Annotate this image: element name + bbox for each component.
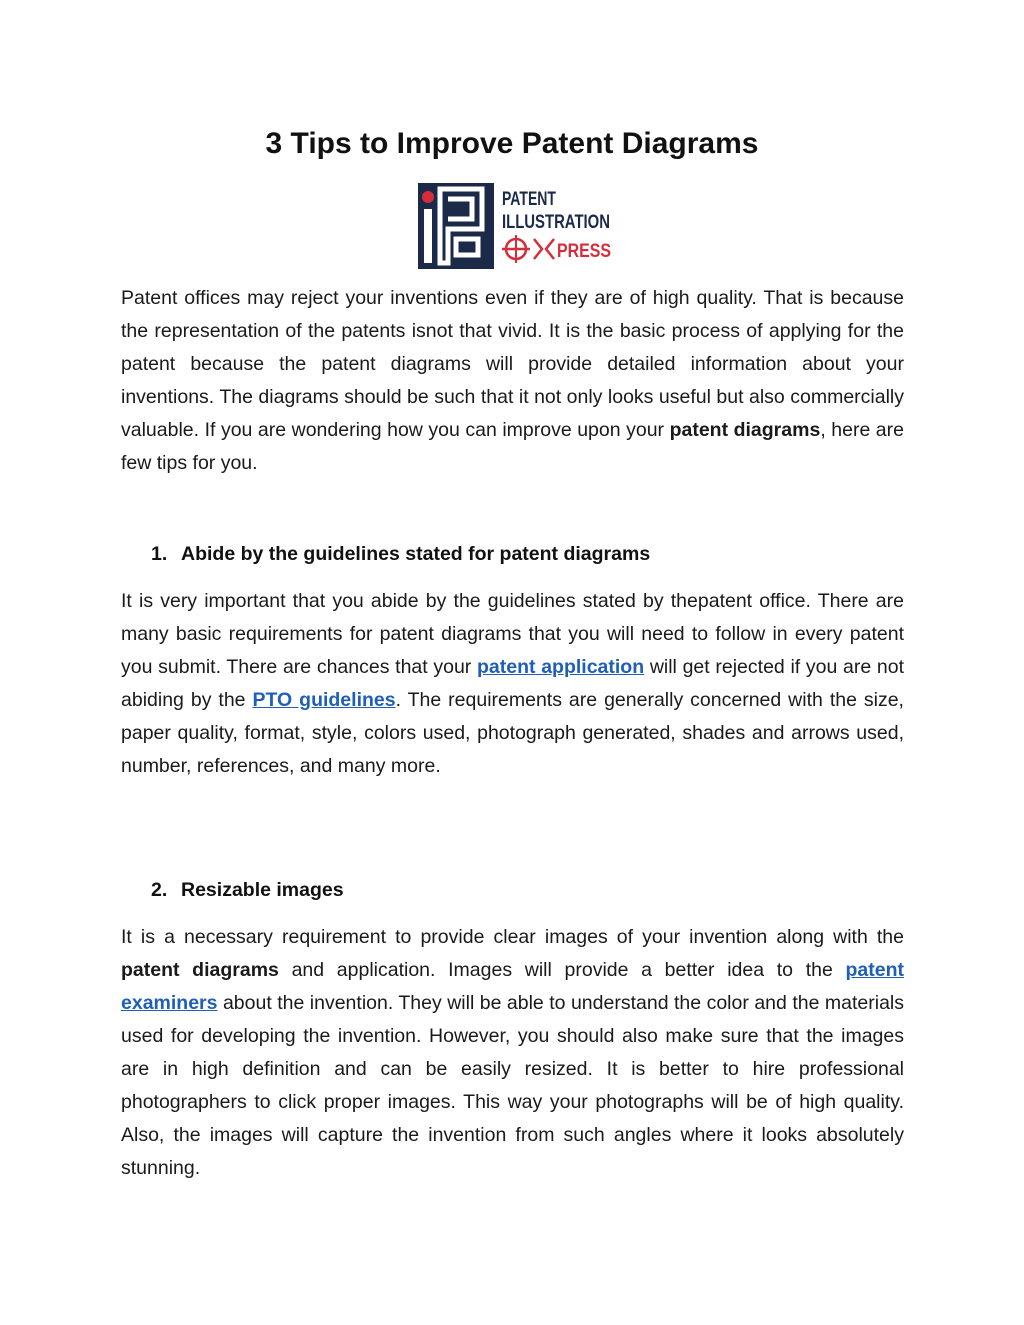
pto-guidelines-link[interactable]: PTO guidelines bbox=[252, 689, 396, 711]
intro-paragraph bbox=[121, 282, 904, 480]
patent-illustration-express-logo bbox=[418, 183, 614, 269]
tip-2-heading-text: Resizable images bbox=[181, 879, 344, 901]
tip-1-heading bbox=[151, 539, 650, 569]
tip-2-bold-patent-diagrams: patent diagrams bbox=[121, 959, 279, 981]
tip-2-number: 2. bbox=[151, 879, 168, 901]
intro-bold-patent-diagrams: patent diagrams bbox=[669, 419, 821, 441]
tip-1-heading-text: Abide by the guidelines stated for patent diagrams bbox=[181, 543, 651, 565]
page-title: 3 Tips to Improve Patent Diagrams bbox=[265, 127, 759, 160]
tip-1-paragraph bbox=[121, 585, 904, 783]
tip-1-text-2: will get rejected if you are not abiding by the bbox=[121, 656, 905, 711]
tip-1-number: 1. bbox=[151, 543, 168, 565]
tip-2-text-3: about the invention. They will be able to understand the color and the materials used for developing the invention. However, you should also make sure that the images are in high definition and can be easily resized. It is better to hire professional photographers to click proper images. This way your photographs will be of high quality. Also, the images will capture the invention from such angles where it looks absolutely stunning. bbox=[121, 992, 904, 1179]
intro-text-1: Patent offices may reject your inventions even if they are of high quality. That is because the representation of the patents isnot that vivid. It is the basic process of applying for the patent because the patent diagrams will provide detailed information about your inventions. The diagrams should be such that it not only looks useful but also commercially valuable. If you are wondering how you can improve upon your bbox=[121, 287, 904, 441]
logo-line-patent: PATENT bbox=[502, 189, 557, 210]
tip-2-text-1: It is a necessary requirement to provide clear images of your invention along with the bbox=[121, 926, 904, 948]
intro-text-2: , here are few tips for you. bbox=[121, 419, 904, 474]
tip-1-text-1: It is very important that you abide by the guidelines stated by thepatent office. There are many basic requirements for patent diagrams that you will need to follow in every patent you submit. There are chances that your bbox=[121, 590, 904, 678]
patent-application-link[interactable]: patent application bbox=[477, 656, 645, 678]
tip-2-heading bbox=[151, 875, 344, 905]
tip-1-text-3: . The requirements are generally concerned with the size, paper quality, format, style, colors used, photograph generated, shades and arrows used, number, references, and many more. bbox=[121, 689, 904, 777]
tip-2-paragraph bbox=[121, 921, 904, 1185]
logo-line-illustration: ILLUSTRATION bbox=[502, 212, 610, 233]
patent-examiners-link[interactable]: patent examiners bbox=[121, 959, 904, 1014]
logo-line-press: PRESS bbox=[557, 241, 611, 262]
tip-2-text-2: and application. Images will provide a better idea to the bbox=[278, 959, 846, 981]
